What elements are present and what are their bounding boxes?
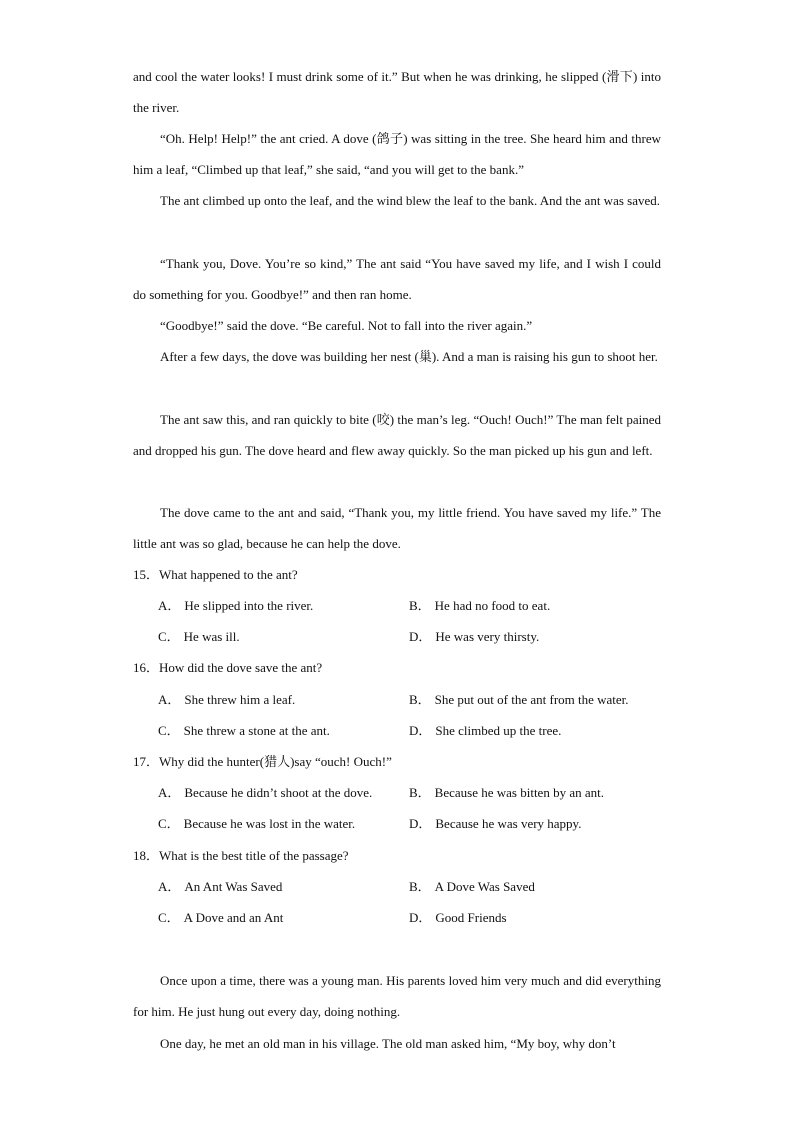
option-text: Because he didn’t shoot at the dove. (184, 785, 373, 800)
question-number: 18． (133, 848, 160, 863)
question-17-option-d (409, 814, 581, 834)
option-letter: B． (409, 879, 431, 894)
question-15-option-c (158, 627, 240, 647)
question-15 (133, 565, 298, 585)
question-15-option-b (409, 596, 550, 616)
passage1-paragraph-5: “Goodbye!” said the dove. “Be careful. Not to fall into the river again.” (160, 318, 533, 333)
option-letter: A． (158, 785, 181, 800)
option-letter: C． (158, 629, 180, 644)
passage1-paragraph-1: and cool the water looks! I must drink some of it.” But when he was drinking, he slipped (滑下) into the river. (133, 69, 661, 115)
option-letter: D． (409, 723, 432, 738)
passage1-paragraph-2: “Oh. Help! Help!” the ant cried. A dove (鸽子) was sitting in the tree. She heard him and threw him a leaf, “Climbed up that leaf,” she said, “and you will get to the bank.” (133, 131, 661, 177)
option-letter: D． (409, 910, 432, 925)
option-letter: B． (409, 785, 431, 800)
question-text: What is the best title of the passage? (159, 848, 349, 863)
question-15-option-a (158, 596, 313, 616)
option-text: A Dove and an Ant (183, 910, 284, 925)
option-text: She climbed up the tree. (435, 723, 562, 738)
passage2-paragraph-2: One day, he met an old man in his village. The old man asked him, “My boy, why don’t (160, 1036, 616, 1051)
passage1-paragraph-8: The dove came to the ant and said, “Thank you, my little friend. You have saved my life.” The little ant was so glad, because he can help the dove. (133, 505, 661, 551)
question-16-option-d (409, 721, 561, 741)
option-text: Because he was bitten by an ant. (434, 785, 604, 800)
option-text: Because he was very happy. (435, 816, 582, 831)
question-number: 15． (133, 567, 160, 582)
option-letter: C． (158, 910, 180, 925)
question-18-option-a (158, 877, 282, 897)
question-15-option-d (409, 627, 539, 647)
option-text: He was very thirsty. (435, 629, 540, 644)
option-text: He had no food to eat. (434, 598, 551, 613)
option-letter: A． (158, 692, 181, 707)
question-18-option-c (158, 908, 283, 928)
option-text: A Dove Was Saved (434, 879, 535, 894)
option-text: She put out of the ant from the water. (434, 692, 629, 707)
passage1-paragraph-7: The ant saw this, and ran quickly to bite (咬) the man’s leg. “Ouch! Ouch!” The man felt pained and dropped his gun. The dove heard and flew away quickly. So the man picked up his gun and left. (133, 412, 661, 458)
question-16-option-a (158, 690, 295, 710)
question-17-option-a (158, 783, 372, 803)
question-18-option-d (409, 908, 507, 928)
question-16 (133, 658, 322, 678)
option-text: Good Friends (435, 910, 507, 925)
option-letter: A． (158, 598, 181, 613)
option-letter: A． (158, 879, 181, 894)
question-17-option-b (409, 783, 604, 803)
passage1-paragraph-4: “Thank you, Dove. You’re so kind,” The ant said “You have saved my life, and I wish I could do something for you. Goodbye!” and then ran home. (133, 256, 661, 302)
option-text: She threw a stone at the ant. (183, 723, 330, 738)
question-text: What happened to the ant? (159, 567, 298, 582)
option-text: He was ill. (183, 629, 240, 644)
question-17-option-c (158, 814, 355, 834)
option-letter: D． (409, 816, 432, 831)
question-number: 16． (133, 660, 160, 675)
option-text: An Ant Was Saved (184, 879, 283, 894)
question-text: How did the dove save the ant? (159, 660, 323, 675)
passage1-paragraph-3: The ant climbed up onto the leaf, and the wind blew the leaf to the bank. And the ant was saved. (160, 193, 660, 208)
option-text: He slipped into the river. (184, 598, 314, 613)
option-text: She threw him a leaf. (184, 692, 296, 707)
question-16-option-c (158, 721, 330, 741)
passage2-paragraph-1: Once upon a time, there was a young man. His parents loved him very much and did everything for him. He just hung out every day, doing nothing. (133, 973, 661, 1019)
question-18-option-b (409, 877, 535, 897)
option-letter: C． (158, 816, 180, 831)
question-17 (133, 752, 392, 772)
passage1-paragraph-6: After a few days, the dove was building her nest (巢). And a man is raising his gun to shoot her. (160, 349, 658, 364)
question-16-option-b (409, 690, 629, 710)
option-letter: B． (409, 598, 431, 613)
question-18 (133, 846, 349, 866)
option-letter: D． (409, 629, 432, 644)
option-text: Because he was lost in the water. (183, 816, 356, 831)
option-letter: B． (409, 692, 431, 707)
question-text: Why did the hunter(猎人)say “ouch! Ouch!” (159, 754, 392, 769)
option-letter: C． (158, 723, 180, 738)
question-number: 17． (133, 754, 160, 769)
